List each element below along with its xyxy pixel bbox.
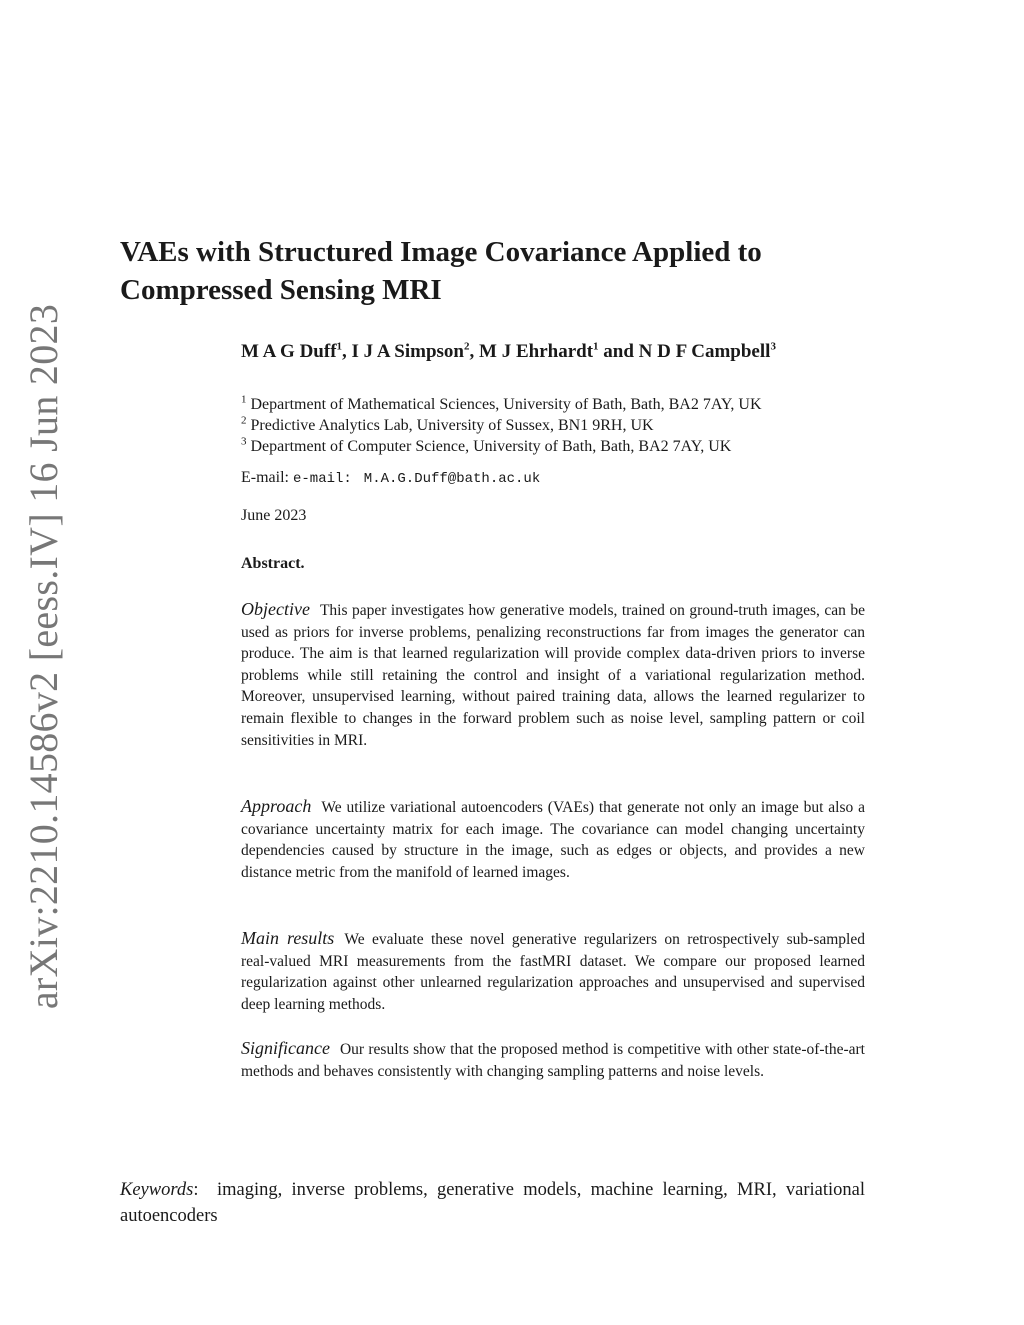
author-affil-mark: 1 [336,340,343,353]
arxiv-sidebar [14,303,74,1009]
author-name: M A G Duff [241,341,337,362]
section-lead: Approach [241,796,312,816]
abstract-main-results [241,928,865,1015]
keywords-text: imaging, inverse problems, generative models, machine learning, MRI, variational autoencoders [120,1180,865,1226]
section-text: We utilize variational autoencoders (VAEs) that generate not only an image but also a covariance uncertainty matrix for each image. The covariance can model changing uncertainty dependencies caused by structure in the image, such as edges or objects, and provides a new distance metric from the manifold of learned images. [241,799,865,881]
section-text: Our results show that the proposed method is competitive with other state-of-the-art methods and behaves consistently with changing sampling patterns and noise levels. [241,1041,865,1080]
keywords-label: Keywords [120,1180,194,1200]
affiliation-list [241,394,881,457]
author-affil-mark: 1 [593,340,599,353]
keywords: Keywords: imaging, inverse problems, generative models, machine learning, MRI, variational autoencoders [120,1180,865,1226]
email-prefix: e-mail: [292,471,352,487]
author-affil-mark: 3 [770,340,776,353]
affiliation: $^2$ Predictive Analytics Lab, University of Sussex, BN1 9RH, UK [241,414,654,434]
section-lead: Objective [241,599,310,619]
arxiv-identifier: arXiv:2210.14586v2 [eess.IV] 16 Jun 2023 [21,303,67,1009]
author-affil-mark: 2 [464,340,470,353]
author-name: M J Ehrhardt [479,341,594,362]
publication-date: June 2023 [241,507,307,524]
email-label: E-mail: [241,469,289,486]
author-name: N D F Campbell [638,341,771,362]
affiliation: $^3$ Department of Computer Science, University of Bath, Bath, BA2 7AY, UK [241,435,732,455]
section-lead: Significance [241,1038,330,1058]
author-name: I J A Simpson [351,341,465,362]
abstract-heading: Abstract. [241,555,305,572]
section-text: This paper investigates how generative models, trained on ground-truth images, can be used as priors for inverse problems, penalizing reconstructions far from images the generator can produce. The aim is that learned regularization will provide complex data-driven priors to inverse problems while still retaining the control and insight of a variational regularization method. Moreover, unsupervised learning, without paired training data, allows the learned regularizer to remain flexible to changes in the forward problem such as noise level, sampling pattern or coil sensitivities in MRI. [241,602,865,749]
author-list: M A G Duff$^1$, I J A Simpson$^2$, M J Ehrhardt$^1$ and N D F Campbell$^3$ [241,340,776,362]
abstract-objective [241,599,865,751]
contact-email [241,469,540,487]
section-lead: Main results [241,928,335,948]
abstract-approach [241,796,865,883]
section-text: We evaluate these novel generative regularizers on retrospectively sub-sampled real-valued MRI measurements from the fastMRI dataset. We compare our proposed learned regularization against other unlearned regularization approaches and unsupervised and supervised deep learning methods. [241,931,865,1013]
paper-title: VAEs with Structured Image Covariance Applied to Compressed Sensing MRI [120,236,762,306]
abstract-significance [241,1038,865,1082]
email-address[interactable]: M.A.G.Duff@bath.ac.uk [363,471,541,487]
affiliation: $^1$ Department of Mathematical Sciences, University of Bath, Bath, BA2 7AY, UK [241,393,762,413]
